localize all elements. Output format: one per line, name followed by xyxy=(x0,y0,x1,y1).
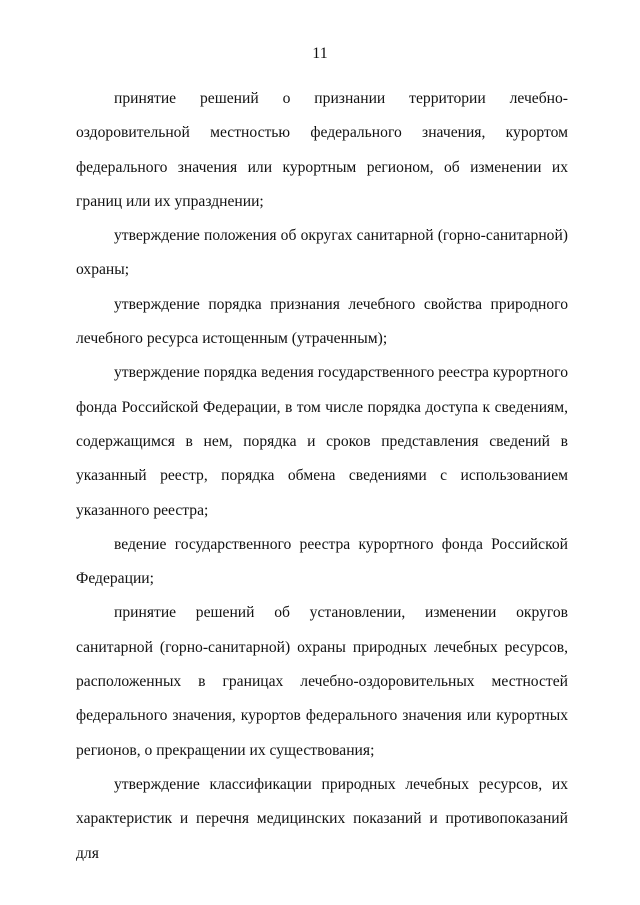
page-number: 11 xyxy=(312,45,328,62)
paragraph: утверждение классификации природных лечебных ресурсов, их характеристик и перечня медицинских показаний и противопоказаний для xyxy=(76,775,568,862)
paragraph: утверждение порядка ведения государственного реестра курортного фонда Российской Федерации, в том числе порядка доступа к сведениям, содержащимся в нем, порядка и сроков представления сведений в указанный реестр, порядка обмена сведениями с использованием указанного реестра; xyxy=(76,364,568,519)
paragraph: утверждение порядка признания лечебного свойства природного лечебного ресурса истощенным (утраченным); xyxy=(76,295,568,348)
paragraph: принятие решений о признании территории лечебно-оздоровительной местностью федерального значения, курортом федерального значения или курортным регионом, об изменении их границ или их упразднении; xyxy=(76,90,568,210)
paragraph: ведение государственного реестра курортного фонда Российской Федерации; xyxy=(76,535,568,588)
document-body xyxy=(76,82,568,871)
paragraph: утверждение положения об округах санитарной (горно-санитарной) охраны; xyxy=(76,227,568,279)
paragraph: принятие решений об установлении, изменении округов санитарной (горно-санитарной) охраны природных лечебных ресурсов, расположенных в границах лечебно-оздоровительных местностей федерального значения, курортов федерального значения или курортных регионов, о прекращении их существования; xyxy=(76,604,568,759)
